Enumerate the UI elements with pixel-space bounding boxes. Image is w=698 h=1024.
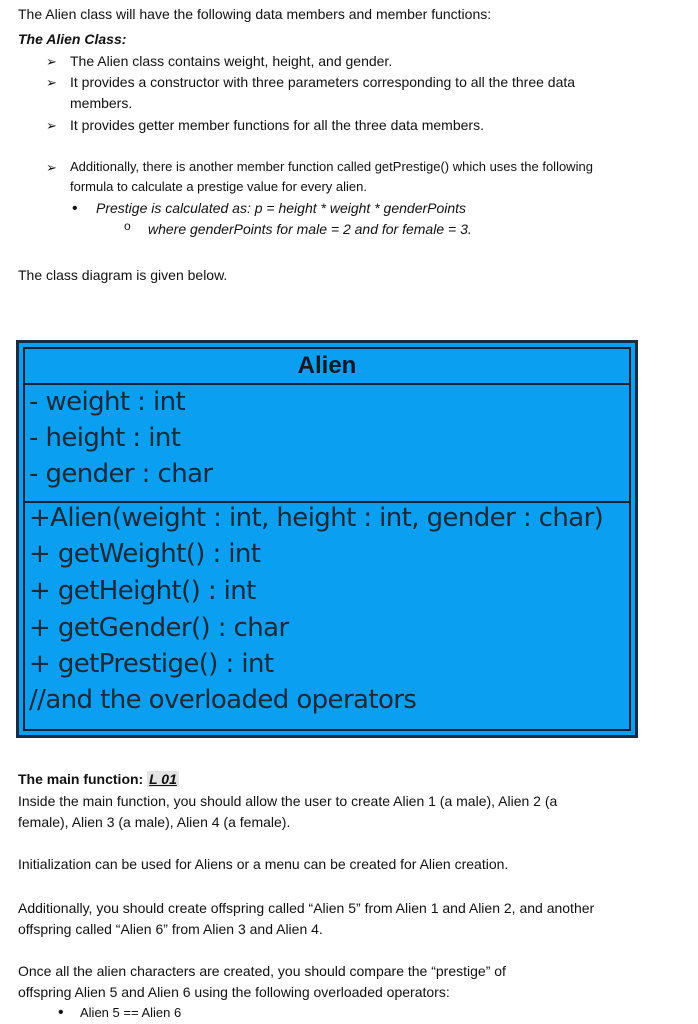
arrow-bullet-icon: ➢ xyxy=(46,118,57,133)
class-heading: The Alien Class: xyxy=(18,31,127,47)
main-paragraph-2: Initialization can be used for Aliens or a menu can be created for Alien creation. xyxy=(18,856,509,872)
uml-comment: //and the overloaded operators xyxy=(29,685,417,715)
gender-points-note: where genderPoints for male = 2 and for female = 3. xyxy=(148,221,472,237)
main-heading-label: The main function: xyxy=(18,771,144,787)
uml-attribute: - weight : int xyxy=(29,387,186,417)
uml-attributes-section xyxy=(23,385,631,503)
operator-item: Alien 5 == Alien 6 xyxy=(80,1005,182,1020)
bullet-text: It provides getter member functions for all the three data members. xyxy=(70,117,484,133)
intro-text: The Alien class will have the following data members and member functions: xyxy=(18,6,492,22)
uml-class-name: Alien xyxy=(23,347,631,385)
bullet-text-continued: members. xyxy=(70,95,133,111)
uml-operation: + getGender() : char xyxy=(29,613,289,643)
uml-operation: + getWeight() : int xyxy=(29,539,261,569)
additional-line-2: formula to calculate a prestige value for every alien. xyxy=(70,179,367,194)
bullet-text: The Alien class contains weight, height, and gender. xyxy=(70,53,393,69)
uml-operation: +Alien(weight : int, height : int, gender : char) xyxy=(29,503,604,533)
main-tag: L 01 xyxy=(149,771,177,787)
main-paragraph-4-continued: offspring Alien 5 and Alien 6 using the following overloaded operators: xyxy=(18,984,450,1000)
arrow-bullet-icon: ➢ xyxy=(46,54,57,69)
dot-bullet-icon: • xyxy=(72,200,78,217)
uml-attribute: - gender : char xyxy=(29,459,213,489)
uml-class-diagram xyxy=(16,340,638,738)
main-paragraph-3: Additionally, you should create offspring called “Alien 5” from Alien 1 and Alien 2, and another xyxy=(18,900,595,916)
circle-bullet-icon: o xyxy=(124,219,131,233)
prestige-formula: Prestige is calculated as: p = height * weight * genderPoints xyxy=(96,200,467,216)
dot-bullet-icon: • xyxy=(58,1004,64,1021)
uml-operation: + getHeight() : int xyxy=(29,576,256,606)
arrow-bullet-icon: ➢ xyxy=(46,160,57,175)
main-paragraph-1: Inside the main function, you should allow the user to create Alien 1 (a male), Alien 2 (a xyxy=(18,793,558,809)
uml-operation: + getPrestige() : int xyxy=(29,649,274,679)
main-paragraph-1-continued: female), Alien 3 (a male), Alien 4 (a female). xyxy=(18,814,291,830)
bullet-text: It provides a constructor with three parameters corresponding to all the three data xyxy=(70,74,576,90)
main-paragraph-3-continued: offspring called “Alien 6” from Alien 3 and Alien 4. xyxy=(18,921,323,937)
arrow-bullet-icon: ➢ xyxy=(46,75,57,90)
uml-attribute: - height : int xyxy=(29,423,181,453)
uml-operations-section xyxy=(23,503,631,731)
main-paragraph-4: Once all the alien characters are created, you should compare the “prestige” of xyxy=(18,963,506,979)
main-heading xyxy=(18,771,179,787)
additional-line-1: Additionally, there is another member function called getPrestige() which uses the following xyxy=(70,159,593,174)
diagram-intro: The class diagram is given below. xyxy=(18,267,228,283)
